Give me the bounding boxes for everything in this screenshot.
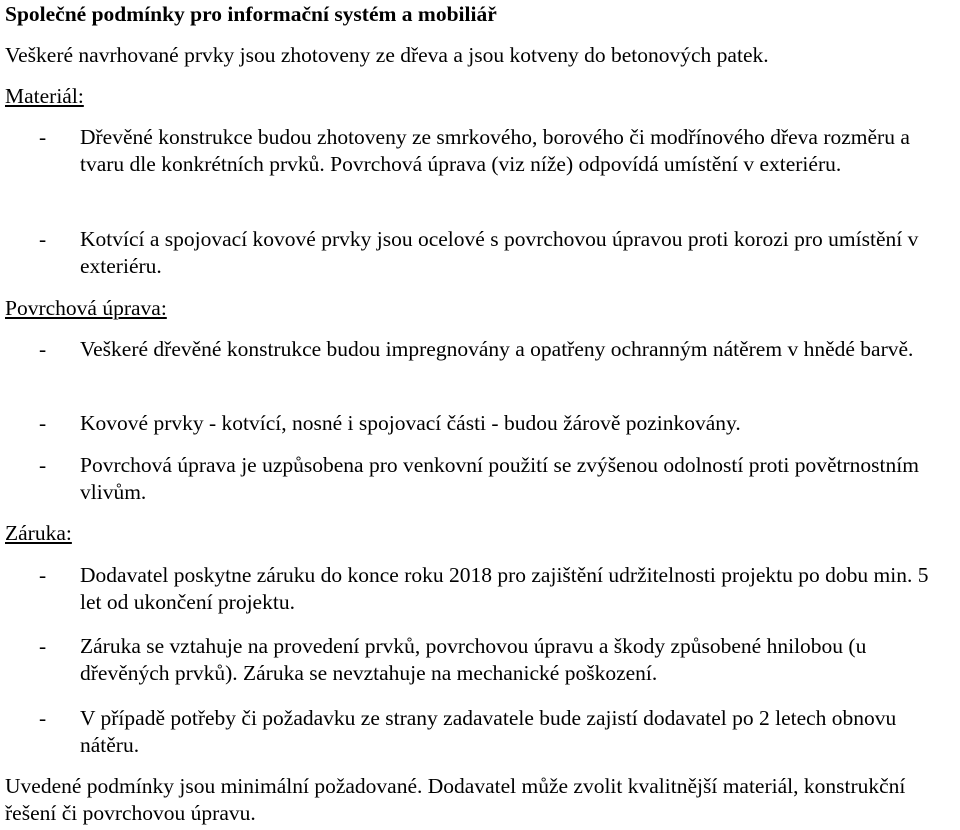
section-heading-warranty: Záruka: (5, 521, 72, 545)
bullet-dash: - (39, 411, 47, 435)
list-item-text: Povrchová úprava je uzpůsobena pro venkovní použití se zvýšenou odolností proti povětrnostním vlivům. (80, 453, 919, 504)
list-item-text: Dodavatel poskytne záruku do konce roku 2018 pro zajištění udržitelnosti projektu po dobu min. 5 let od ukončení projektu. (80, 563, 929, 614)
document-title: Společné podmínky pro informační systém a mobiliář (5, 2, 497, 26)
bullet-dash: - (39, 227, 47, 251)
closing-paragraph: Uvedené podmínky jsou minimální požadované. Dodavatel může zvolit kvalitnější materiál, konstrukční řešení či povrchovou úpravu. (5, 774, 906, 825)
list-item-text: Dřevěné konstrukce budou zhotoveny ze smrkového, borového či modřínového dřeva rozměru a tvaru dle konkrétních prvků. Povrchová úprava (viz níže) odpovídá umístění v exteriéru. (80, 125, 910, 176)
bullet-dash: - (39, 563, 47, 587)
list-item-text: Záruka se vztahuje na provedení prvků, povrchovou úpravu a škody způsobené hnilobou (u dřevěných prvků). Záruka se nevztahuje na mechanické poškození. (80, 634, 867, 685)
section-heading-material: Materiál: (5, 84, 84, 108)
list-item-text: Kovové prvky - kotvící, nosné i spojovací části - budou žárově pozinkovány. (80, 411, 741, 435)
bullet-dash: - (39, 125, 47, 149)
bullet-dash: - (39, 634, 47, 658)
bullet-dash: - (39, 337, 47, 361)
intro-paragraph: Veškeré navrhované prvky jsou zhotoveny ze dřeva a jsou kotveny do betonových patek. (5, 43, 769, 67)
bullet-dash: - (39, 453, 47, 477)
list-item-text: Kotvící a spojovací kovové prvky jsou ocelové s povrchovou úpravou proti korozi pro umístění v exteriéru. (80, 227, 919, 278)
list-item-text: Veškeré dřevěné konstrukce budou impregnovány a opatřeny ochranným nátěrem v hnědé barvě. (80, 337, 914, 361)
bullet-dash: - (39, 706, 47, 730)
section-heading-surface-treatment: Povrchová úprava: (5, 296, 167, 320)
list-item-text: V případě potřeby či požadavku ze strany zadavatele bude zajistí dodavatel po 2 letech obnovu nátěru. (80, 706, 897, 757)
